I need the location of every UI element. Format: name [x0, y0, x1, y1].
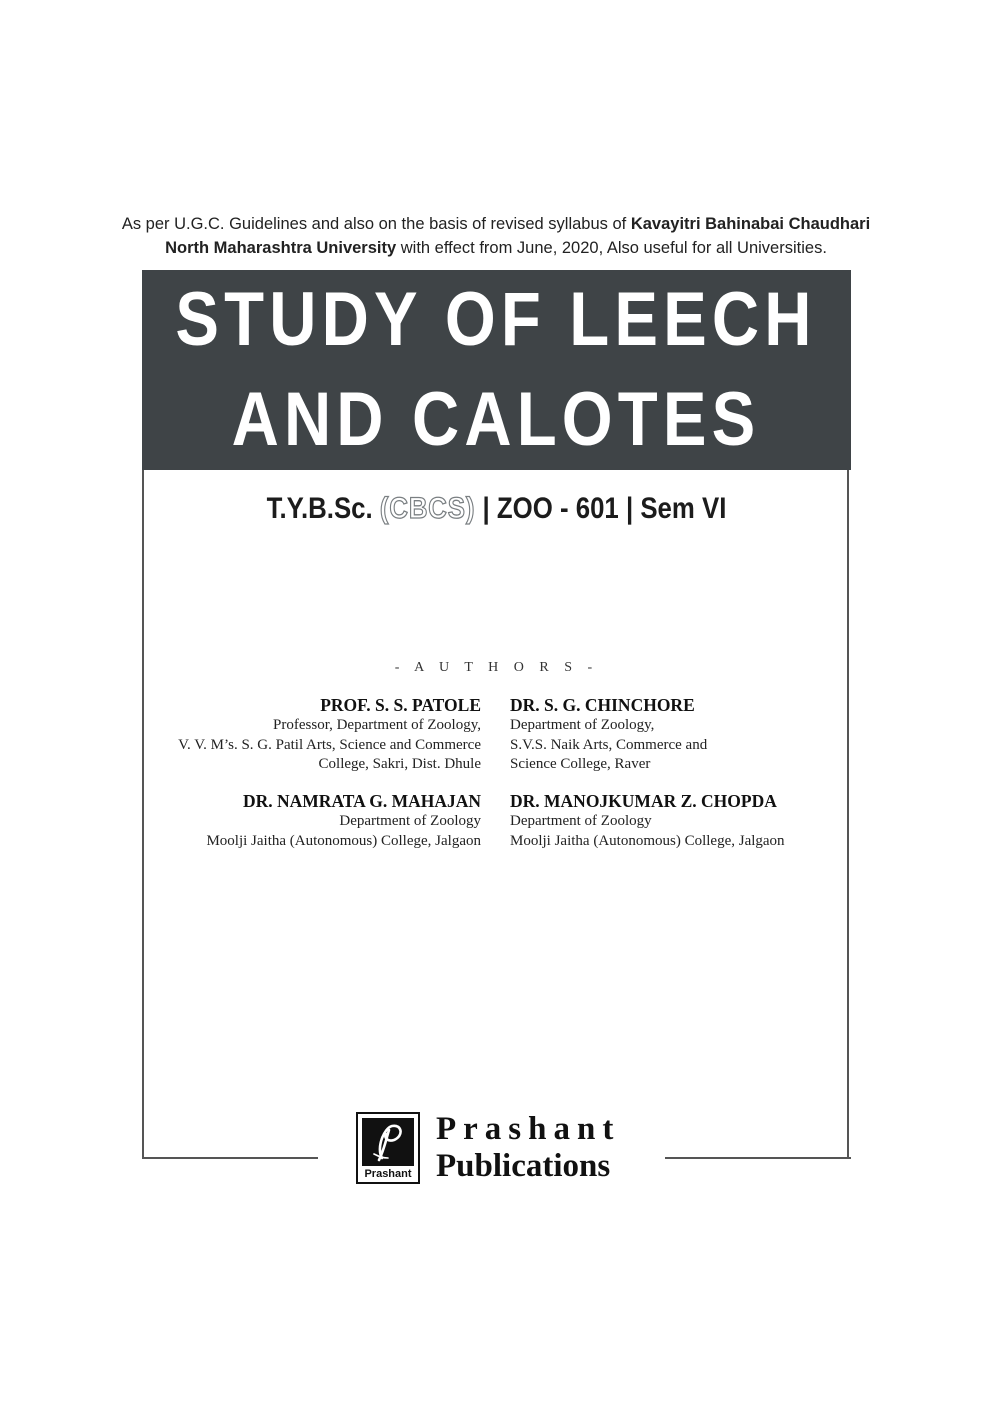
author-affiliation: Moolji Jaitha (Autonomous) College, Jalgaon [206, 832, 481, 849]
course-scheme: (CBCS) [379, 492, 476, 525]
guideline-university-a: Kavayitri Bahinabai Chaudhari [630, 215, 871, 233]
logo-caption: Prashant [364, 1168, 412, 1180]
authors-heading: - A U T H O R S - [394, 660, 599, 675]
course-separator: | [618, 492, 641, 525]
publisher-logo [356, 1112, 420, 1184]
author-mahajan [206, 790, 481, 851]
author-affiliation: Moolji Jaitha (Autonomous) College, Jalgaon [510, 832, 785, 849]
guideline-part2: with effect from June, 2020, Also useful for all Universities. [396, 239, 827, 257]
frame-bottom-left [142, 1157, 318, 1159]
course-code: ZOO - 601 [496, 492, 619, 525]
author-affiliation: Department of Zoology [510, 813, 652, 829]
book-title-line1: STUDY OF LEECH [175, 277, 817, 362]
logo-p-mark-icon [362, 1118, 414, 1166]
author-chopda [510, 790, 785, 851]
publisher-name-line1: Prashant [436, 1111, 621, 1147]
author-affiliation: S.V.S. Naik Arts, Commerce and [510, 736, 708, 753]
author-affiliation: College, Sakri, Dist. Dhule [318, 756, 481, 772]
frame-bottom-right [665, 1157, 851, 1159]
author-name: DR. MANOJKUMAR Z. CHOPDA [510, 791, 777, 811]
author-affiliation: Professor, Department of Zoology, [273, 717, 481, 733]
author-name: DR. NAMRATA G. MAHAJAN [242, 791, 481, 811]
publisher-name-line2: Publications [436, 1148, 611, 1184]
course-separator: | [475, 492, 497, 525]
course-info [192, 492, 802, 526]
guideline-text [100, 212, 892, 260]
author-affiliation: V. V. M’s. S. G. Patil Arts, Science and Commerce [178, 736, 481, 753]
author-chinchore [510, 694, 707, 775]
author-affiliation: Science College, Raver [510, 756, 651, 772]
course-semester: Sem VI [640, 492, 727, 525]
publisher-name [436, 1110, 620, 1184]
publisher-logo-icon [362, 1118, 414, 1166]
book-title-line2: AND CALOTES [231, 377, 761, 462]
author-name: PROF. S. S. PATOLE [320, 695, 481, 715]
author-patole [178, 694, 481, 775]
author-affiliation: Department of Zoology, [510, 717, 655, 733]
author-affiliation: Department of Zoology [339, 813, 481, 829]
author-name: DR. S. G. CHINCHORE [510, 695, 695, 715]
guideline-university-b: North Maharashtra University [165, 239, 397, 257]
guideline-part1: As per U.G.C. Guidelines and also on the basis of revised syllabus of [121, 215, 631, 233]
course-class: T.Y.B.Sc. [266, 492, 373, 525]
